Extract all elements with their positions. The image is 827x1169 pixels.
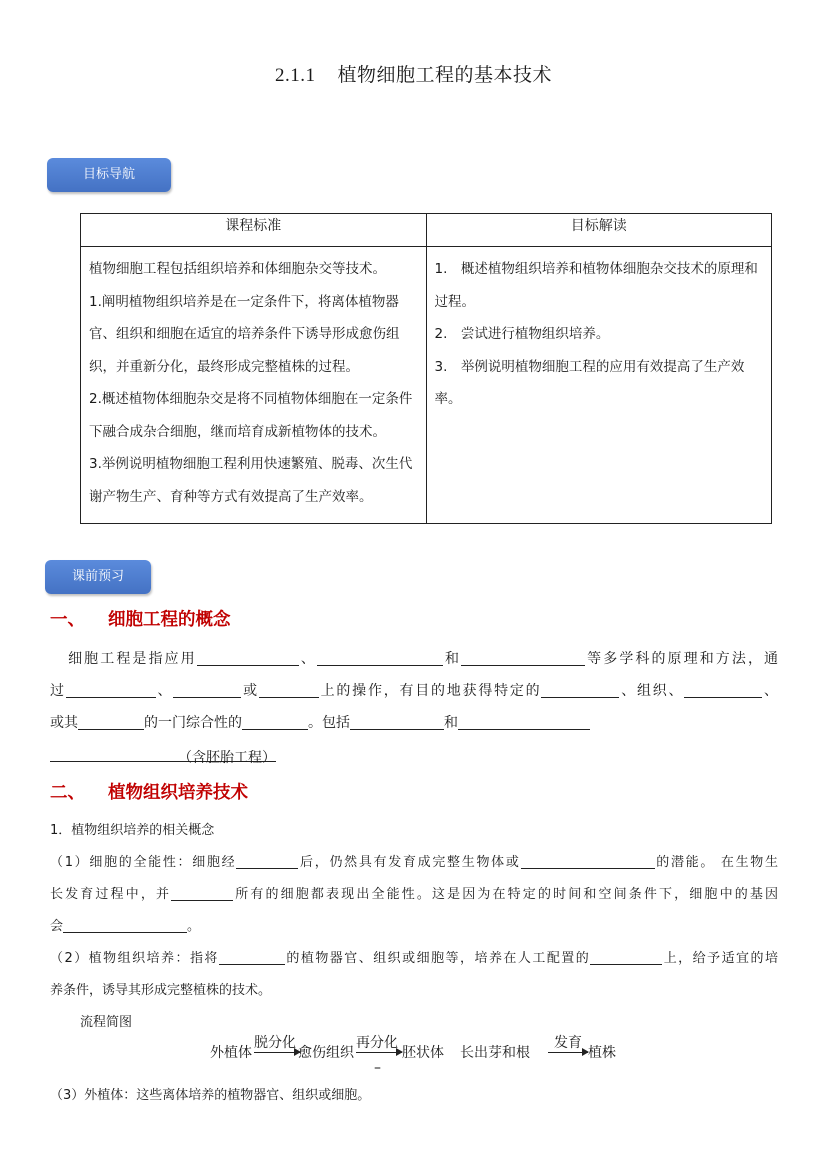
- goal-item: 3. 举例说明植物细胞工程的应用有效提高了生产效率。: [434, 358, 745, 407]
- section-title: 植物组织培养技术: [108, 783, 248, 803]
- blank: [458, 710, 590, 730]
- flow-node-shoot-root: 长出芽和根: [460, 1045, 530, 1061]
- flow-label: 流程简图: [80, 1015, 133, 1030]
- concept-line-4: （含胚胎工程）: [50, 739, 778, 771]
- concept-line-2: 过 、 或 上的操作，有目的地获得特定的 、组织、 、: [50, 675, 778, 707]
- title-number: 2.1.1: [274, 65, 316, 86]
- blank: [242, 710, 308, 730]
- flow-node-embryoid: 胚状体: [402, 1045, 444, 1061]
- course-standard-cell: [81, 247, 427, 524]
- concept-line-1: 细胞工程是指应用 、 和 等多学科的原理和方法，通: [50, 643, 778, 675]
- concept-paragraph: [50, 643, 778, 771]
- blank: [590, 945, 662, 965]
- blank: [78, 710, 144, 730]
- standard-item: 植物细胞工程包括组织培养和体细胞杂交等技术。: [89, 261, 386, 277]
- blank: [236, 849, 298, 869]
- totipotency-line-3: 会 。: [50, 911, 778, 943]
- badge-goal-navigation: 目标导航: [47, 158, 171, 192]
- section-heading-tissue-culture: [50, 779, 248, 804]
- blank: [684, 678, 762, 698]
- section-number: 二、: [50, 783, 85, 803]
- totipotency-line-1: （1）细胞的全能性：细胞经 后，仍然具有发育成完整生物体或 的潜能。 在生物生: [50, 847, 778, 879]
- blank: [219, 945, 285, 965]
- standard-item: 1.阐明植物组织培养是在一定条件下，将离体植物器官、组织和细胞在适宜的培养条件下诱导形成愈伤组织，并重新分化，最终形成完整植株的过程。: [89, 293, 400, 375]
- flow-arrow-label-dedifferentiation: 脱分化: [254, 1035, 296, 1051]
- flow-node-callus: 愈伤组织: [298, 1045, 354, 1061]
- flow-arrow-label-redifferentiation: 再分化: [356, 1035, 398, 1051]
- explant-definition: （3）外植体：这些离体培养的植物器官、组织或细胞。: [50, 1088, 371, 1103]
- flow-node-explant: 外植体: [210, 1045, 252, 1061]
- header-goal-interpretation: 目标解读: [426, 214, 772, 247]
- blank: [259, 678, 319, 698]
- flow-arrow: [254, 1052, 300, 1053]
- title-text: 植物细胞工程的基本技术: [337, 64, 552, 86]
- blank: [317, 646, 443, 666]
- blank: [171, 881, 233, 901]
- tissue-culture-line-2: 养条件，诱导其形成完整植株的技术。: [50, 983, 272, 998]
- blank: [521, 849, 655, 869]
- section-heading-concept: [50, 606, 231, 631]
- flow-arrow: [548, 1052, 588, 1053]
- page-title: [0, 60, 827, 87]
- goal-item: 1. 概述植物组织培养和植物体细胞杂交技术的原理和过程。: [434, 261, 758, 310]
- standard-item: 2.概述植物体细胞杂交是将不同植物体细胞在一定条件下融合成杂合细胞，继而培育成新植物体的技术。: [89, 391, 413, 440]
- blank: [66, 678, 156, 698]
- goal-item: 2. 尝试进行植物组织培养。: [434, 326, 610, 342]
- tissue-culture-line-1: （2）植物组织培养：指将 的植物器官、组织或细胞等，培养在人工配置的 上，给予适宜的培: [50, 943, 778, 975]
- blank: [63, 913, 187, 933]
- section-number: 一、: [50, 610, 85, 630]
- badge-preview: 课前预习: [45, 560, 151, 594]
- blank: [50, 742, 178, 762]
- blank: [541, 678, 619, 698]
- totipotency-line-2: 长发育过程中，并 所有的细胞都表现出全能性。这是因为在特定的时间和空间条件下，细胞中的基因: [50, 879, 778, 911]
- curriculum-table: [80, 213, 772, 524]
- goal-interpretation-cell: [426, 247, 772, 524]
- blank: [197, 646, 299, 666]
- tissue-culture-content: [50, 815, 778, 1039]
- flow-dash: –: [374, 1060, 381, 1076]
- blank: [173, 678, 241, 698]
- flow-arrow-label-development: 发育: [554, 1035, 582, 1051]
- header-course-standard: 课程标准: [81, 214, 427, 247]
- flow-arrow: [356, 1052, 402, 1053]
- blank: [350, 710, 444, 730]
- flow-node-plant: 植株: [588, 1045, 616, 1061]
- concept-line-3: 或其 的一门综合性的 。包括 和: [50, 707, 778, 739]
- section-title: 细胞工程的概念: [108, 610, 231, 630]
- subheading-concepts: 1．植物组织培养的相关概念: [50, 823, 215, 838]
- standard-item: 3.举例说明植物细胞工程利用快速繁殖、脱毒、次生代谢产物生产、育种等方式有效提高了生产效率。: [89, 456, 413, 505]
- blank: [461, 646, 585, 666]
